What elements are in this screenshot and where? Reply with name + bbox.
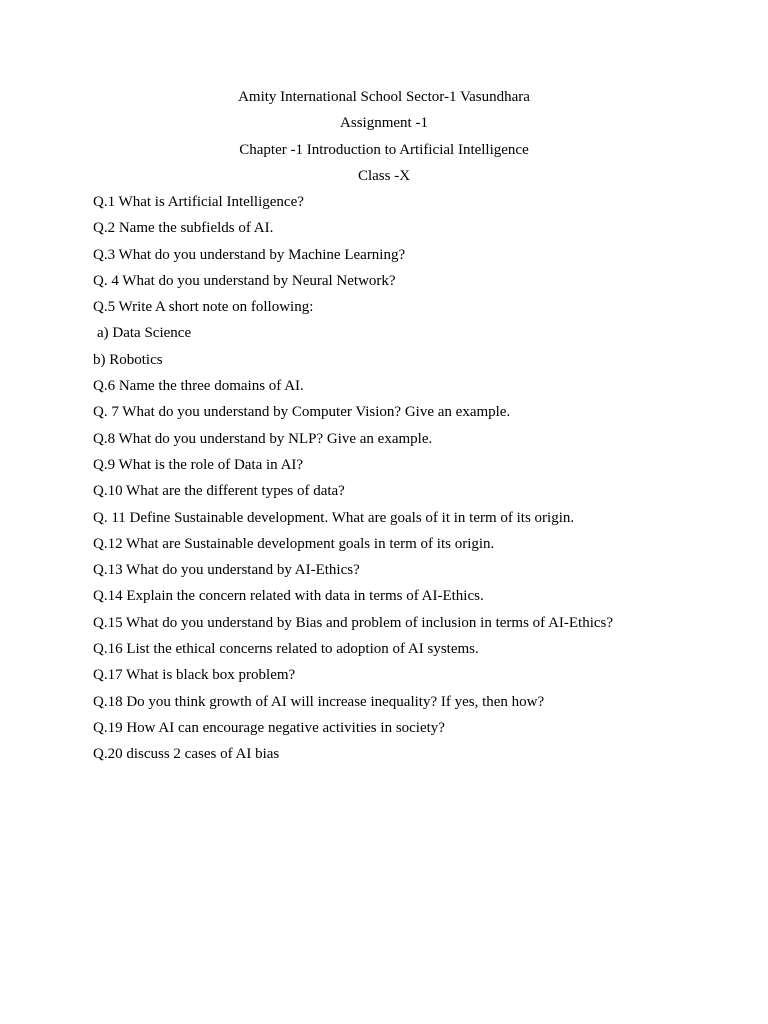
question-item: Q.6 Name the three domains of AI.	[93, 378, 304, 395]
question-item: Q.8 What do you understand by NLP? Give an example.	[93, 430, 433, 447]
sub-item: a) Data Science	[97, 325, 192, 342]
question-item: Q.2 Name the subfields of AI.	[93, 220, 274, 237]
question-list	[93, 189, 733, 768]
question-item: Q. 4 What do you understand by Neural Network?	[93, 272, 396, 289]
question-item: Q.3 What do you understand by Machine Learning?	[93, 246, 406, 263]
question-item: Q.15 What do you understand by Bias and problem of inclusion in terms of AI-Ethics?	[93, 614, 614, 631]
question-item: Q.16 List the ethical concerns related to adoption of AI systems.	[93, 641, 479, 658]
question-item: Q. 7 What do you understand by Computer Vision? Give an example.	[93, 404, 511, 421]
question-item: Q.9 What is the role of Data in AI?	[93, 456, 304, 473]
assignment-title: Assignment -1	[340, 115, 428, 132]
question-item: Q.5 Write A short note on following:	[93, 299, 314, 316]
question-item: Q.13 What do you understand by AI-Ethics?	[93, 562, 360, 579]
question-item: Q.20 discuss 2 cases of AI bias	[93, 746, 280, 763]
question-item: Q.1 What is Artificial Intelligence?	[93, 194, 304, 210]
question-item: Q.17 What is black box problem?	[93, 667, 296, 684]
sub-item: b) Robotics	[93, 351, 163, 368]
question-item: Q. 11 Define Sustainable development. What are goals of it in term of its origin.	[93, 509, 575, 526]
class-label: Class -X	[357, 167, 411, 184]
question-item: Q.14 Explain the concern related with data in terms of AI-Ethics.	[93, 588, 484, 605]
question-item: Q.12 What are Sustainable development goals in term of its origin.	[93, 535, 495, 552]
school-name: Amity International School Sector-1 Vasundhara	[238, 89, 530, 105]
question-item: Q.10 What are the different types of data?	[93, 483, 345, 500]
document-header	[0, 84, 768, 189]
question-item: Q.19 How AI can encourage negative activities in society?	[93, 719, 445, 736]
chapter-title: Chapter -1 Introduction to Artificial Intelligence	[239, 141, 529, 158]
question-item: Q.18 Do you think growth of AI will increase inequality? If yes, then how?	[93, 693, 545, 710]
